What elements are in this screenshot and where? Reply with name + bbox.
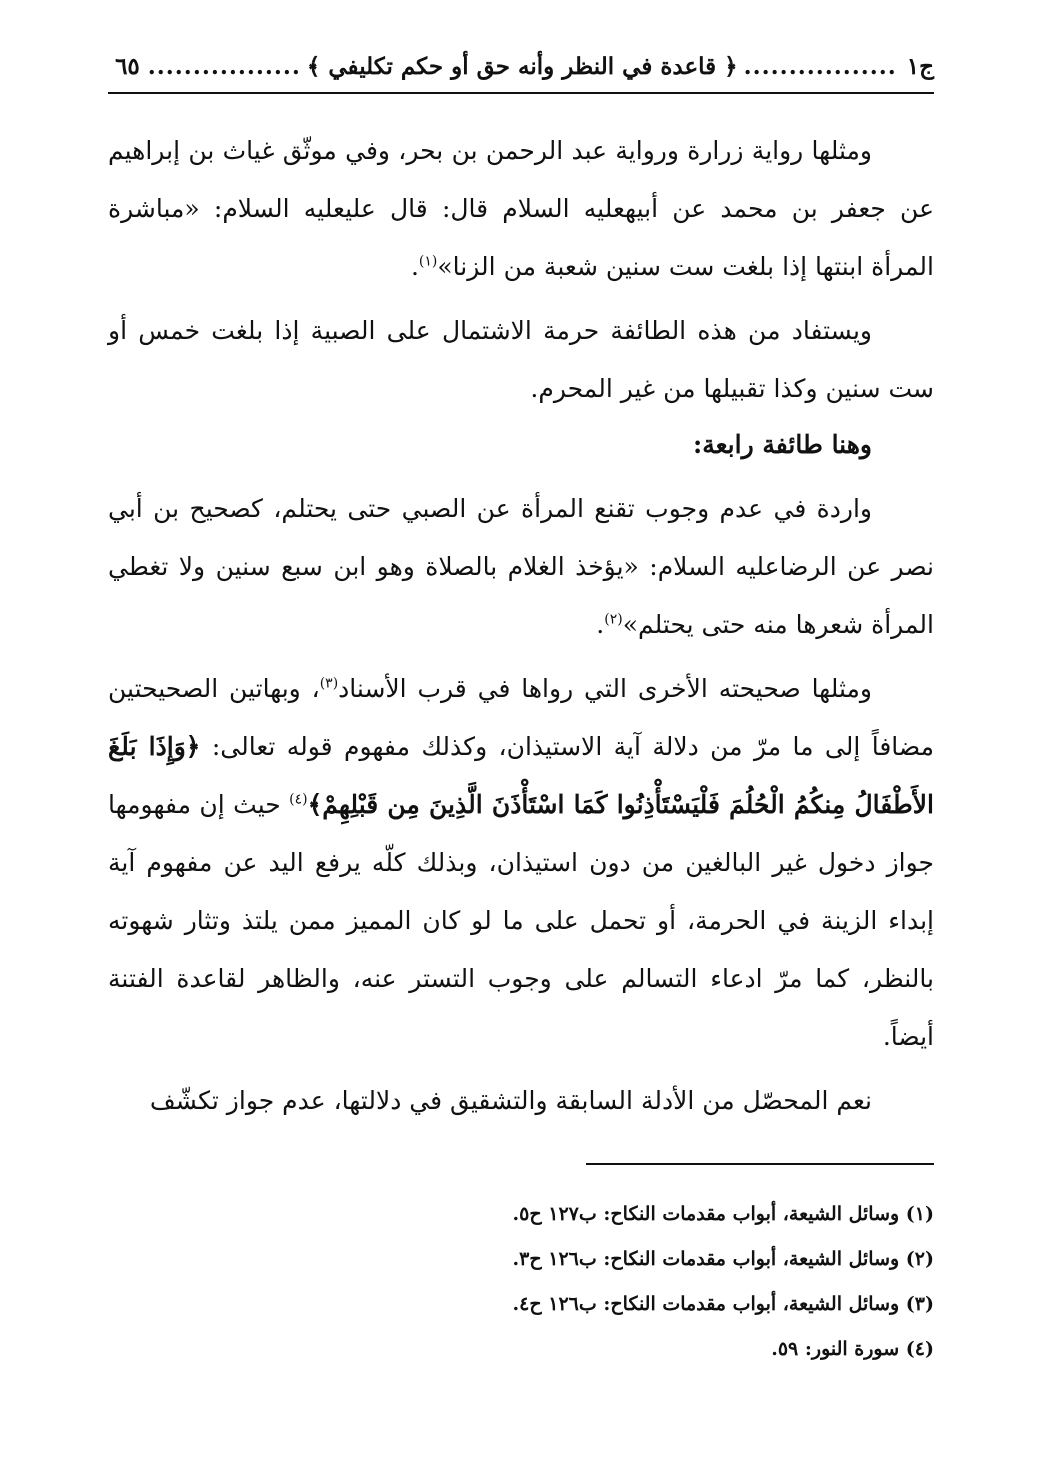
footnote-separator [586, 1163, 934, 1165]
paragraph-text: واردة في عدم وجوب تقنع المرأة عن الصبي حتى يحتلم، كصحيح بن أبي نصر عن الرضاعليه السلام: «يؤخذ الغلام بالصلاة وهو ابن سبع سنين ولا تغطي المرأة شعرها منه حتى يحتلم» [108, 494, 934, 639]
paragraph-text: ويستفاد من هذه الطائفة حرمة الاشتمال على الصبية إذا بلغت خمس أو ست سنين وكذا تقبيلها من غير المحرم. [108, 316, 934, 403]
paragraph-text: ، وبهاتين الصحيحتين مضافاً إلى ما مرّ من دلالة آية الاستيذان، وكذلك مفهوم قوله تعالى: [108, 674, 934, 761]
page-number: ٦٥ [115, 52, 140, 80]
paragraph-text: حيث إن مفهومها جواز دخول غير البالغين من دون استيذان، وبذلك كلّه يرفع اليد عن مفهوم آية إبداء الزينة في الحرمة، أو تحمل على ما لو كان المميز ممن يلتذ وتثار شهوته بالنظر، كما مرّ ادعاء التسالم على وجوب التستر عنه، والظاهر لقاعدة الفتنة أيضاً. [108, 790, 934, 1051]
header-leader-dots: ................. [743, 52, 897, 80]
paragraph-text: نعم المحصّل من الأدلة السابقة والتشقيق في دلالتها، عدم جواز تكشّف [149, 1086, 872, 1115]
paragraph-end: . [410, 252, 419, 281]
footnote-marker: (٣) [319, 675, 339, 692]
footnote-marker: (٢) [604, 611, 623, 628]
volume-label: ج١ [906, 52, 934, 80]
footnote-item: (٤) سورة النور: ٥٩. [771, 1338, 934, 1360]
paragraph [108, 302, 934, 418]
paragraph [108, 660, 934, 1066]
footnote-item: (٢) وسائل الشيعة، أبواب مقدمات النكاح: ب١٢٦ ح٣. [512, 1248, 934, 1270]
footnote-item: (٣) وسائل الشيعة، أبواب مقدمات النكاح: ب١٢٦ ح٤. [512, 1293, 934, 1315]
paragraph [108, 122, 934, 296]
paragraph [108, 1072, 934, 1130]
paragraph [108, 480, 934, 654]
footnote-marker: (١) [418, 253, 438, 270]
quran-verse: ﴿وَإِذَا بَلَغَ الأَطْفَالُ مِنكُمُ الْحُلُمَ فَلْيَسْتَأْذِنُوا كَمَا اسْتَأْذَنَ الَّذِينَ مِن قَبْلِهِمْ﴾ [108, 732, 934, 819]
main-text [108, 122, 934, 1130]
footnote-marker: (٤) [289, 791, 308, 808]
running-header [108, 40, 934, 94]
chapter-title: ﴿ قاعدة في النظر وأنه حق أو حكم تكليفي ﴾ [306, 52, 738, 80]
header-leader-dots: ................. [147, 52, 301, 80]
footnotes [108, 1192, 934, 1372]
paragraph-text: ومثلها رواية زرارة ورواية عبد الرحمن بن بحر، وفي موثّق غياث بن إبراهيم عن جعفر بن محمد عن أبيهعليه السلام قال: قال عليعليه السلام: «مباشرة المرأة ابنتها إذا بلغت ست سنين شعبة من الزنا» [108, 136, 934, 281]
section-heading: وهنا طائفة رابعة: [692, 430, 872, 459]
paragraph-end: . [596, 610, 605, 639]
footnote-item: (١) وسائل الشيعة، أبواب مقدمات النكاح: ب١٢٧ ح٥. [512, 1203, 934, 1225]
paragraph-text: ومثلها صحيحته الأخرى التي رواها في قرب الأسناد [338, 674, 872, 703]
